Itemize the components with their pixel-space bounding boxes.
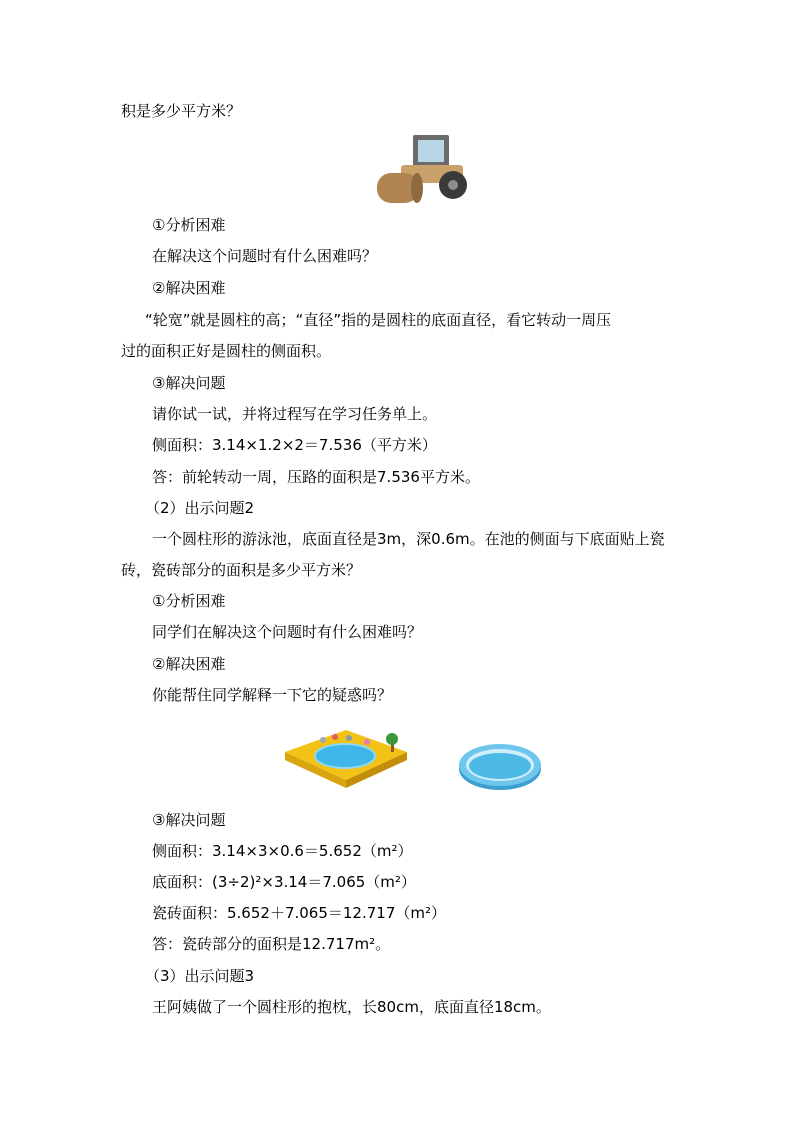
roller-drum-end xyxy=(411,173,423,203)
text-line: ③解决问题 xyxy=(152,374,226,392)
text-line: 积是多少平方米？ xyxy=(121,102,242,120)
text-line: ②解决困难 xyxy=(152,655,226,673)
pool-water xyxy=(315,744,375,768)
text-line: 答：前轮转动一周，压路的面积是7.536平方米。 xyxy=(152,468,480,486)
text-line: “轮宽”就是圆柱的高；“直径”指的是圆柱的底面直径，看它转动一周压 xyxy=(145,311,612,329)
square-sandy-pool-image xyxy=(283,728,409,790)
text-line: （3）出示问题3 xyxy=(145,967,255,985)
text-line: 同学们在解决这个问题时有什么困难吗？ xyxy=(152,623,423,641)
text-line: 侧面积：3.14×1.2×2＝7.536（平方米） xyxy=(152,436,437,454)
text-line: 王阿姨做了一个圆柱形的抱枕，长80cm，底面直径18cm。 xyxy=(152,998,551,1016)
pool-decoration xyxy=(346,735,352,741)
pool-decoration xyxy=(332,734,338,740)
text-line: 一个圆柱形的游泳池，底面直径是3m，深0.6m。在池的侧面与下底面贴上瓷 xyxy=(152,530,665,548)
pool-decoration xyxy=(320,737,326,743)
text-line: 过的面积正好是圆柱的侧面积。 xyxy=(121,342,332,360)
text-line: ②解决困难 xyxy=(152,279,226,297)
text-line: 底面积：(3÷2)²×3.14＝7.065（m²） xyxy=(152,873,416,891)
road-roller-image xyxy=(373,133,469,207)
text-line: 砖，瓷砖部分的面积是多少平方米？ xyxy=(121,561,362,579)
text-line: 你能帮住同学解释一下它的疑惑吗？ xyxy=(152,686,393,704)
round-inflatable-pool-image xyxy=(457,739,543,793)
text-line: ①分析困难 xyxy=(152,592,226,610)
text-line: ①分析困难 xyxy=(152,216,226,234)
pool-decoration xyxy=(364,739,370,745)
text-line: 瓷砖面积：5.652＋7.065＝12.717（m²） xyxy=(152,904,446,922)
pool-water xyxy=(469,753,531,779)
text-line: 侧面积：3.14×3×0.6＝5.652（m²） xyxy=(152,842,413,860)
text-line: 答：瓷砖部分的面积是12.717m²。 xyxy=(152,935,391,953)
text-line: ③解决问题 xyxy=(152,811,226,829)
text-line: 请你试一试，并将过程写在学习任务单上。 xyxy=(152,405,438,423)
text-line: 在解决这个问题时有什么困难吗？ xyxy=(152,247,378,265)
roller-rear-wheel-hub xyxy=(448,180,458,190)
text-line: （2）出示问题2 xyxy=(145,499,255,517)
roller-cab-window xyxy=(418,140,444,162)
palm-leaves xyxy=(386,733,398,745)
